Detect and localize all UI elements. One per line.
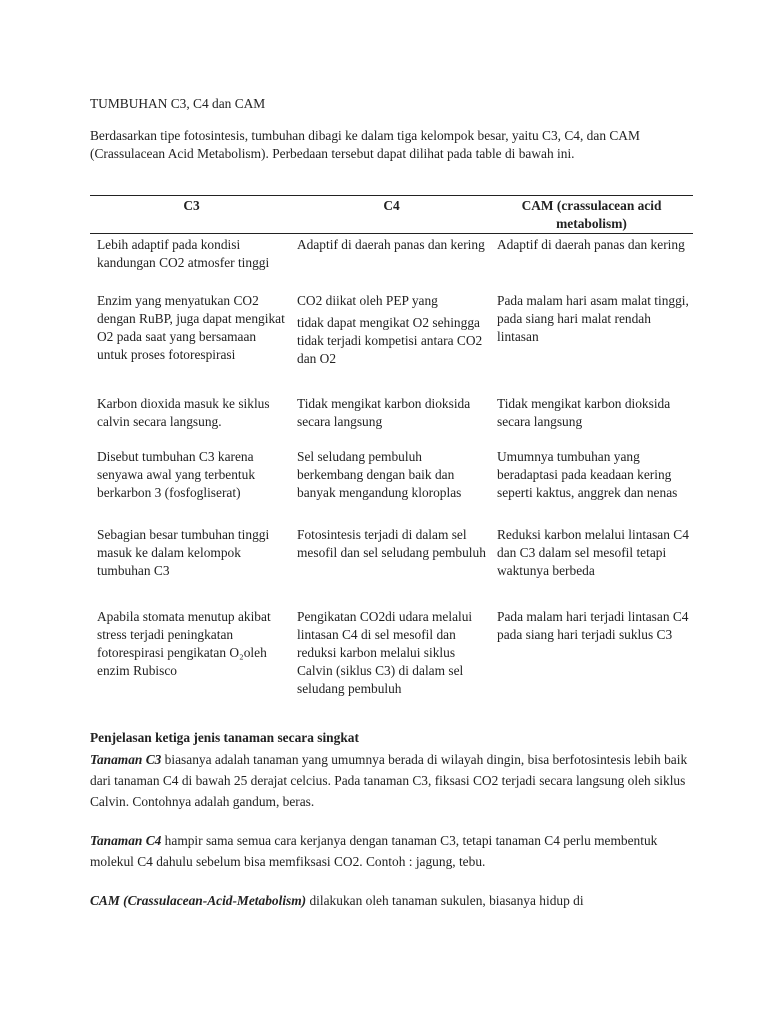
paragraph-cam <box>90 890 690 911</box>
paragraph-text: hampir sama semua cara kerjanya dengan tanaman C3, tetapi tanaman C4 perlu membentuk molekul C4 dahulu sebelum bisa memfiksasi CO2. Contoh : jagung, tebu. <box>90 833 658 869</box>
header-c4: C4 <box>383 198 400 213</box>
table-cell: Disebut tumbuhan C3 karena senyawa awal yang terbentuk berkarbon 3 (fosfogliserat) <box>97 449 256 500</box>
term-cam: CAM (Crassulacean-Acid-Metabolism) <box>90 893 307 908</box>
header-cam: CAM (crassulacean acid metabolism) <box>521 198 662 231</box>
header-c3: C3 <box>183 198 200 213</box>
document-title: TUMBUHAN C3, C4 dan CAM <box>90 96 266 111</box>
table-row <box>90 287 693 390</box>
table-cell: Reduksi karbon melalui lintasan C4 dan C3 dalam sel mesofil tetapi waktunya berbeda <box>497 527 689 578</box>
table-cell: Pada malam hari terjadi lintasan C4 pada siang hari terjadi suklus C3 <box>497 609 689 642</box>
table-cell: Tidak mengikat karbon dioksida secara langsung <box>497 396 671 429</box>
table-row <box>90 390 693 443</box>
table-cell <box>290 292 490 390</box>
cell-line: CO2 diikat oleh PEP yang <box>297 293 438 308</box>
table-header-row <box>90 196 693 234</box>
paragraph-text: biasanya adalah tanaman yang umumnya berada di wilayah dingin, bisa berfotosintesis lebih baik dari tanaman C4 di bawah 25 derajat celcius. Pada tanaman C3, fiksasi CO2 terjadi secara langsung oleh siklus Calvin. Contohnya adalah gandum, beras. <box>90 752 688 809</box>
intro-paragraph: Berdasarkan tipe fotosintesis, tumbuhan dibagi ke dalam tiga kelompok besar, yaitu C3, C4, dan CAM (Crassulacean Acid Metabolism). Perbedaan tersebut dapat dilihat pada table di bawah ini. <box>90 128 640 161</box>
table-cell: Enzim yang menyatukan CO2 dengan RuBP, juga dapat mengikat O2 pada saat yang bersamaan untuk proses fotorespirasi <box>97 293 285 362</box>
paragraph-c3 <box>90 749 690 812</box>
comparison-table <box>90 195 693 720</box>
term-c4: Tanaman C4 <box>90 833 162 848</box>
table-cell: Lebih adaptif pada kondisi kandungan CO2 atmosfer tinggi <box>97 237 270 270</box>
table-cell: Pengikatan CO2di udara melalui lintasan C4 di sel mesofil dan reduksi karbon melalui siklus Calvin (siklus C3) di dalam sel seludang pembuluh <box>297 609 473 696</box>
table-cell: Adaptif di daerah panas dan kering <box>297 237 485 252</box>
table-cell: Pada malam hari asam malat tinggi, pada siang hari malat rendah lintasan <box>497 293 689 344</box>
table-row <box>90 443 693 524</box>
paragraph-text: dilakukan oleh tanaman sukulen, biasanya hidup di <box>306 893 584 908</box>
table-cell: Fotosintesis terjadi di dalam sel mesofil dan sel seludang pembuluh <box>297 527 486 560</box>
table-cell: Tidak mengikat karbon dioksida secara langsung <box>297 396 471 429</box>
table-cell: Umumnya tumbuhan yang beradaptasi pada keadaan kering seperti kaktus, anggrek dan nenas <box>497 449 678 500</box>
table-cell: Karbon dioxida masuk ke siklus calvin secara langsung. <box>97 396 270 429</box>
section-title: Penjelasan ketiga jenis tanaman secara singkat <box>90 730 359 745</box>
table-cell: Sel seludang pembuluh berkembang dengan baik dan banyak mengandung kloroplas <box>297 449 462 500</box>
table-cell: Sebagian besar tumbuhan tinggi masuk ke dalam kelompok tumbuhan C3 <box>97 527 270 578</box>
paragraph-c4 <box>90 830 690 872</box>
table-cell: Adaptif di daerah panas dan kering <box>497 237 685 252</box>
table-row <box>90 524 693 606</box>
table-cell: Apabila stomata menutup akibat stress terjadi peningkatan fotorespirasi pengikatan O₂oleh enzim Rubisco <box>97 609 271 678</box>
table-row <box>90 234 693 287</box>
table-row <box>90 606 693 720</box>
term-c3: Tanaman C3 <box>90 752 162 767</box>
cell-line: tidak dapat mengikat O2 sehingga tidak terjadi kompetisi antara CO2 dan O2 <box>297 315 483 366</box>
